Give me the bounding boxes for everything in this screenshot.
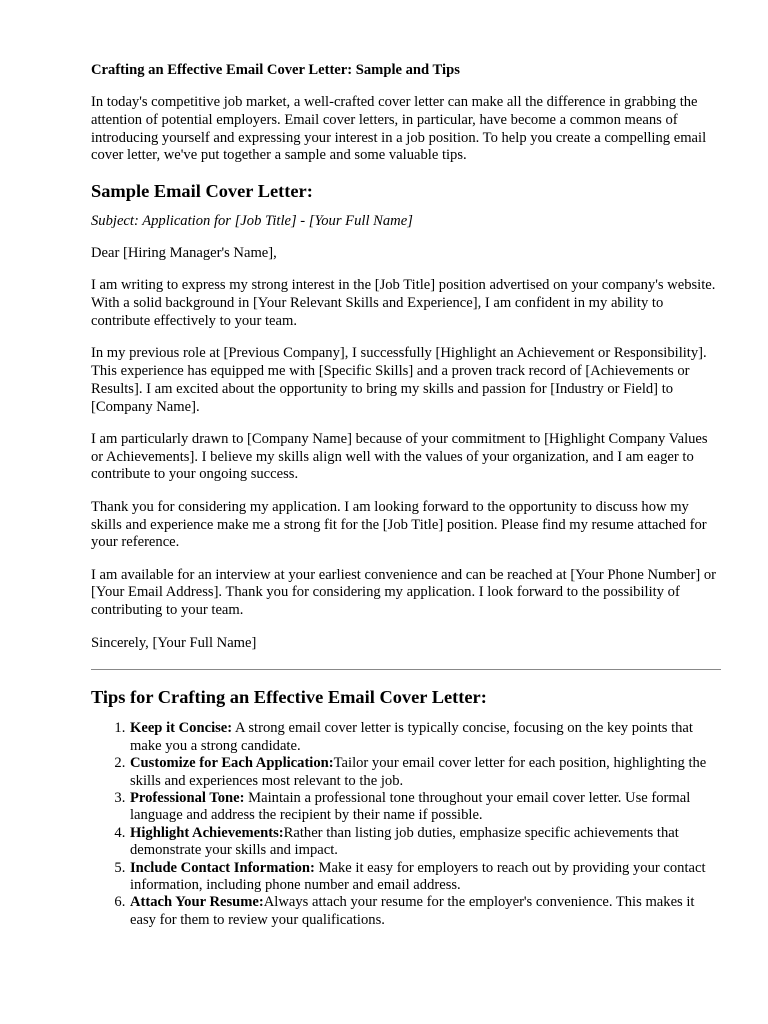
tip-title: Professional Tone:	[130, 789, 245, 806]
letter-paragraph: I am available for an interview at your earliest convenience and can be reached at [Your Phone Number] or [Your Email Address]. Thank you for considering my application. I look forward to the possibility of contributing to your team.	[91, 566, 716, 619]
letter-greeting: Dear [Hiring Manager's Name],	[91, 244, 277, 261]
section-divider	[91, 669, 721, 670]
tip-item	[129, 860, 723, 895]
tip-text: Rather than listing job duties, emphasize specific achievements that demonstrate your skills and impact.	[130, 824, 679, 859]
letter-paragraph: I am particularly drawn to [Company Name] because of your commitment to [Highlight Company Values or Achievements]. I believe my skills align well with the values of your organization, and I am eager to contribute to your ongoing success.	[91, 430, 708, 483]
document-page	[91, 60, 723, 929]
tip-title: Keep it Concise:	[130, 720, 233, 737]
letter-paragraph: Thank you for considering my application. I am looking forward to the opportunity to discuss how my skills and experience make me a strong fit for the [Job Title] position. Please find my resume attached for your reference.	[91, 498, 707, 551]
tip-item	[129, 755, 723, 790]
tips-heading: Tips for Crafting an Effective Email Cover Letter:	[91, 687, 487, 708]
letter-paragraph: I am writing to express my strong interest in the [Job Title] position advertised on your company's website. With a solid background in [Your Relevant Skills and Experience], I am confident in my ability to contribute effectively to your team.	[91, 277, 716, 329]
tip-title: Attach Your Resume:	[130, 894, 264, 911]
tip-title: Include Contact Information:	[130, 859, 315, 876]
tip-text: Maintain a professional tone throughout your email cover letter. Use formal language and address the recipient by their name if possible.	[130, 789, 691, 824]
tip-item	[129, 825, 723, 860]
tip-text: Make it easy for employers to reach out by providing your contact information, including phone number and email address.	[130, 859, 706, 893]
tip-title: Customize for Each Application:	[130, 755, 334, 772]
sample-heading: Sample Email Cover Letter:	[91, 180, 313, 201]
tip-title: Highlight Achievements:	[130, 824, 284, 841]
letter-closing: Sincerely, [Your Full Name]	[91, 634, 257, 651]
intro-paragraph: In today's competitive job market, a well-crafted cover letter can make all the difference in grabbing the attention of potential employers. Email cover letters, in particular, have become a common means of introducing yourself and expressing your interest in a job position. To help you create a compelling email cover letter, we've put together a sample and some valuable tips.	[91, 94, 707, 164]
document-title: Crafting an Effective Email Cover Letter: Sample and Tips	[91, 62, 460, 78]
tip-text: Tailor your email cover letter for each position, highlighting the skills and experiences most relevant to the job.	[130, 755, 707, 789]
tip-item	[129, 790, 723, 825]
tip-text: Always attach your resume for the employer's convenience. This makes it easy for them to review your qualifications.	[130, 894, 695, 928]
letter-paragraph: In my previous role at [Previous Company], I successfully [Highlight an Achievement or Responsibility]. This experience has equipped me with [Specific Skills] and a proven track record of [Achievements or Results]. I am excited about the opportunity to bring my skills and passion for [Industry or Field] to [Company Name].	[91, 345, 707, 415]
tip-item	[129, 720, 723, 755]
tip-text: A strong email cover letter is typically concise, focusing on the key points that make you a strong candidate.	[130, 720, 693, 754]
tip-item	[129, 894, 723, 929]
email-subject-line: Subject: Application for [Job Title] - [Your Full Name]	[91, 212, 413, 229]
tips-list	[91, 720, 723, 929]
